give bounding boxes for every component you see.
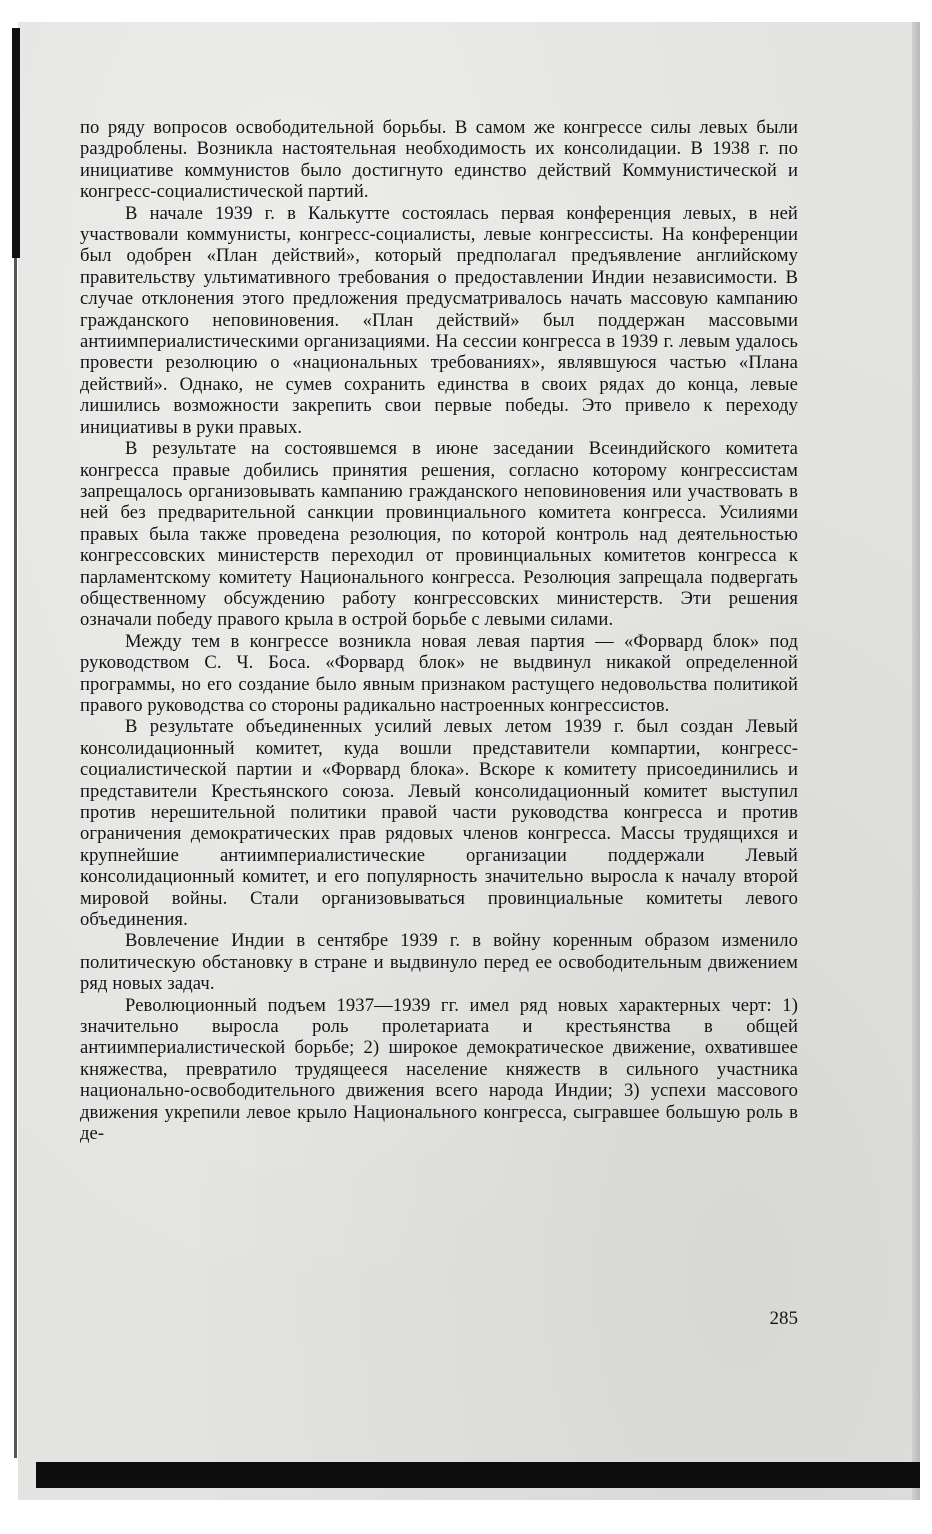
page-left-shadow [12, 28, 20, 258]
paragraph: Революционный подъем 1937—1939 гг. имел ряд новых характерных черт: 1) значительно выросла роль пролетариата и крестьянства в общей антиимпериалистической борьбе; 2) широкое демократическое движение, охватившее княжества, превратило трудящееся население княжеств в сильного участника национально-освободительного движения всего народа Индии; 3) успехи массового движения укрепили левое крыло Национального конгресса, сыгравшее большую роль в де- [80, 994, 798, 1145]
paragraph: по ряду вопросов освободительной борьбы. В самом же конгрессе силы левых были раздроблены. Возникла настоятельная необходимость их консолидации. В 1938 г. по инициативе коммунистов было достигнуто единство действий Коммунистической и конгресс-социалистической партий. [80, 117, 798, 203]
paragraph: Вовлечение Индии в сентябре 1939 г. в войну коренным образом изменило политическую обстановку в стране и выдвинуло перед ее освободительным движением ряд новых задач. [80, 930, 798, 995]
body-text [80, 117, 798, 1145]
paragraph: В начале 1939 г. в Калькутте состоялась первая конференция левых, в ней участвовали коммунисты, конгресс-социалисты, левые конгрессисты. На конференции был одобрен «План действий», который предполагал предъявление английскому правительству ультимативного требования о предоставлении Индии независимости. В случае отклонения этого предложения предусматривалось начать массовую кампанию гражданского неповиновения. «План действий» был поддержан массовыми антиимпериалистическими организациями. На сессии конгресса в 1939 г. левым удалось провести резолюцию о «национальных требованиях», являвшуюся частью «Плана действий». Однако, не сумев сохранить единства в своих рядах до конца, левые лишились возможности закрепить свои первые победы. Это привело к переходу инициативы в руки правых. [80, 202, 798, 438]
paragraph: В результате объединенных усилий левых летом 1939 г. был создан Левый консолидационный комитет, куда вошли представители компартии, конгресс-социалистической партии и «Форвард блока». Вскоре к комитету присоединились и представители Крестьянского союза. Левый консолидационный комитет выступил против нерешительной политики правой части руководства конгресса и против ограничения демократических прав рядовых членов конгресса. Массы трудящихся и крупнейшие антиимпериалистические организации поддержали Левый консолидационный комитет, и его популярность значительно выросла к началу второй мировой войны. Стали организовываться провинциальные комитеты левого объединения. [80, 716, 798, 931]
page-number: 285 [769, 1308, 798, 1329]
paragraph: Между тем в конгрессе возникла новая левая партия — «Форвард блок» под руководством С. Ч. Боса. «Форвард блок» не выдвинул никакой определенной программы, но его создание было явным признаком растущего недовольства политикой правого руководства со стороны радикально настроенных конгрессистов. [80, 630, 798, 716]
page-right-edge [912, 22, 920, 1500]
paragraph: В результате на состоявшемся в июне заседании Всеиндийского комитета конгресса правые добились принятия решения, согласно которому конгрессистам запрещалось организовывать кампанию гражданского неповиновения или участвовать в ней без предварительной санкции провинциального комитета конгресса. Усилиями правых была также проведена резолюция, по которой контроль над деятельностью конгрессовских министерств переходил от провинциальных комитетов конгресса к парламентскому комитету Национального конгресса. Резолюция запрещала подвергать общественному обсуждению работу конгрессовских министерств. Эти решения означали победу правого крыла в острой борьбе с левыми силами. [80, 438, 798, 631]
page-left-edge-line [14, 258, 17, 1458]
page-bottom-shadow [36, 1462, 920, 1488]
